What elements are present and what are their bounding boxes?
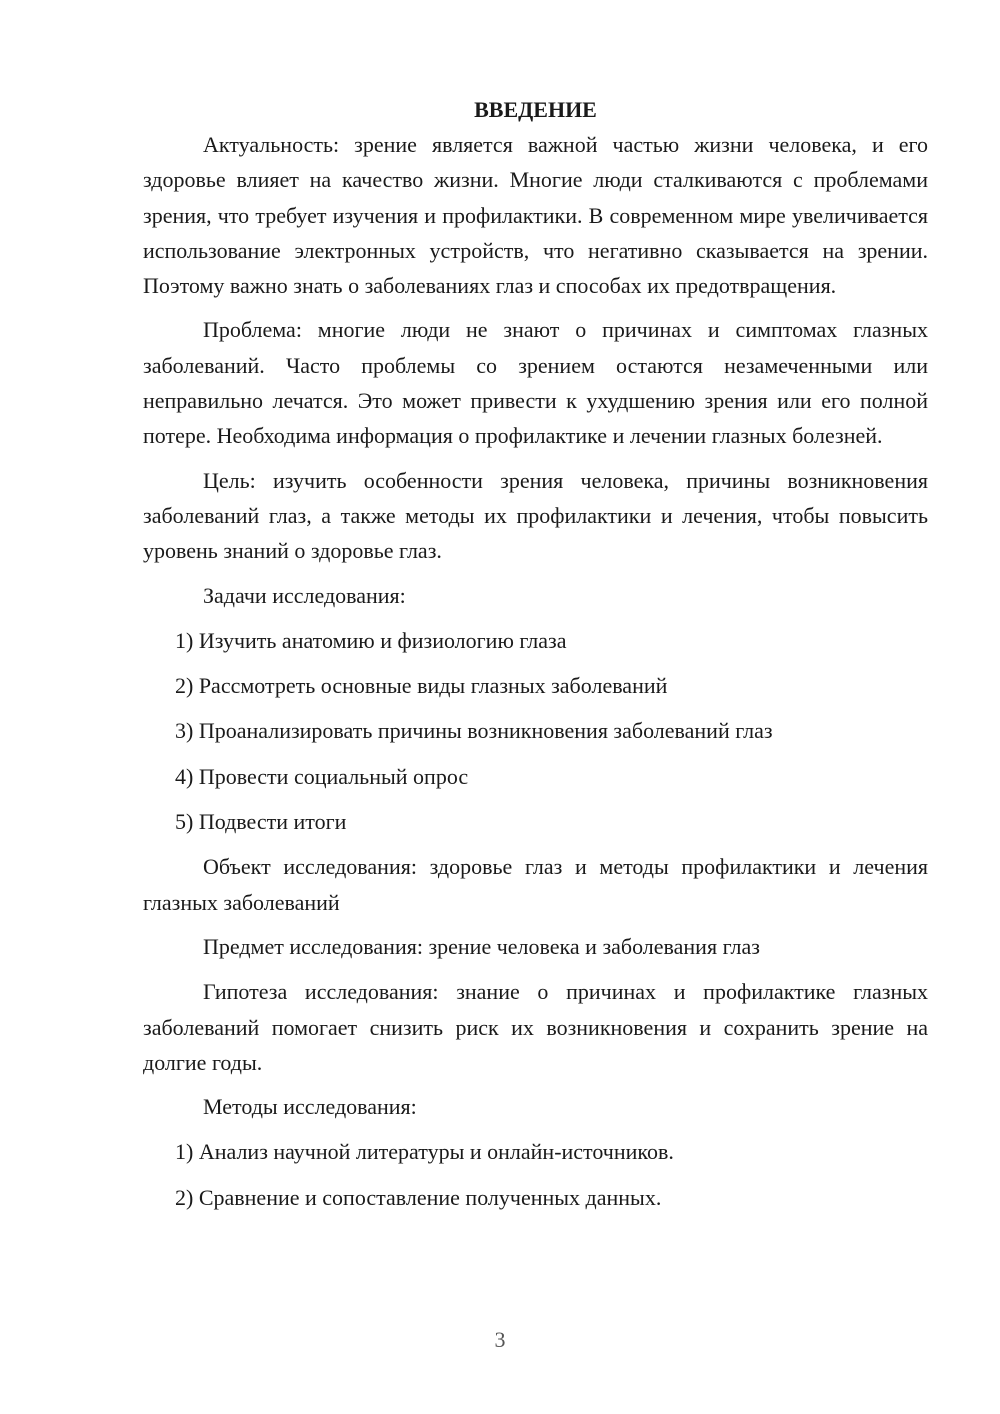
paragraph-object: Объект исследования: здоровье глаз и методы профилактики и лечения глазных заболеваний (143, 854, 928, 915)
methods-heading: Методы исследования: (203, 1094, 417, 1120)
tasks-heading: Задачи исследования: (203, 582, 406, 608)
methods-list (143, 1134, 928, 1215)
document-page (143, 92, 928, 1225)
page-number: 3 (494, 1327, 506, 1352)
list-item: 3) Проанализировать причины возникновения заболеваний глаз (175, 718, 773, 744)
paragraph-goal: Цель: изучить особенности зрения человека, причины возникновения заболеваний глаз, а также методы их профилактики и лечения, чтобы повысить уровень знаний о здоровье глаз. (143, 467, 928, 564)
list-item: 1) Анализ научной литературы и онлайн-источников. (175, 1139, 674, 1165)
list-item: 2) Сравнение и сопоставление полученных данных. (175, 1184, 662, 1210)
paragraph-subject: Предмет исследования: зрение человека и заболевания глаз (203, 933, 760, 959)
page-title: ВВЕДЕНИЕ (474, 97, 597, 122)
list-item: 1) Изучить анатомию и физиологию глаза (175, 627, 567, 653)
paragraph-problem: Проблема: многие люди не знают о причинах и симптомах глазных заболеваний. Часто проблемы со зрением остаются незамеченными или неправильно лечатся. Это может привести к ухудшению зрения или его полной потере. Необходима информация о профилактике и лечении глазных болезней. (143, 317, 928, 449)
paragraph-hypothesis: Гипотеза исследования: знание о причинах и профилактике глазных заболеваний помогает снизить риск их возникновения и сохранить зрение на долгие годы. (143, 979, 928, 1075)
paragraph-relevance: Актуальность: зрение является важной частью жизни человека, и его здоровье влияет на качество жизни. Многие люди сталкиваются с проблемами зрения, что требует изучения и профилактики. В современном мире увеличивается использование электронных устройств, что негативно сказывается на зрении. Поэтому важно знать о заболеваниях глаз и способах их предотвращения. (143, 132, 928, 299)
list-item: 4) Провести социальный опрос (175, 763, 469, 789)
list-item: 2) Рассмотреть основные виды глазных заболеваний (175, 673, 668, 699)
list-item: 5) Подвести итоги (175, 809, 347, 835)
tasks-list (143, 623, 928, 839)
